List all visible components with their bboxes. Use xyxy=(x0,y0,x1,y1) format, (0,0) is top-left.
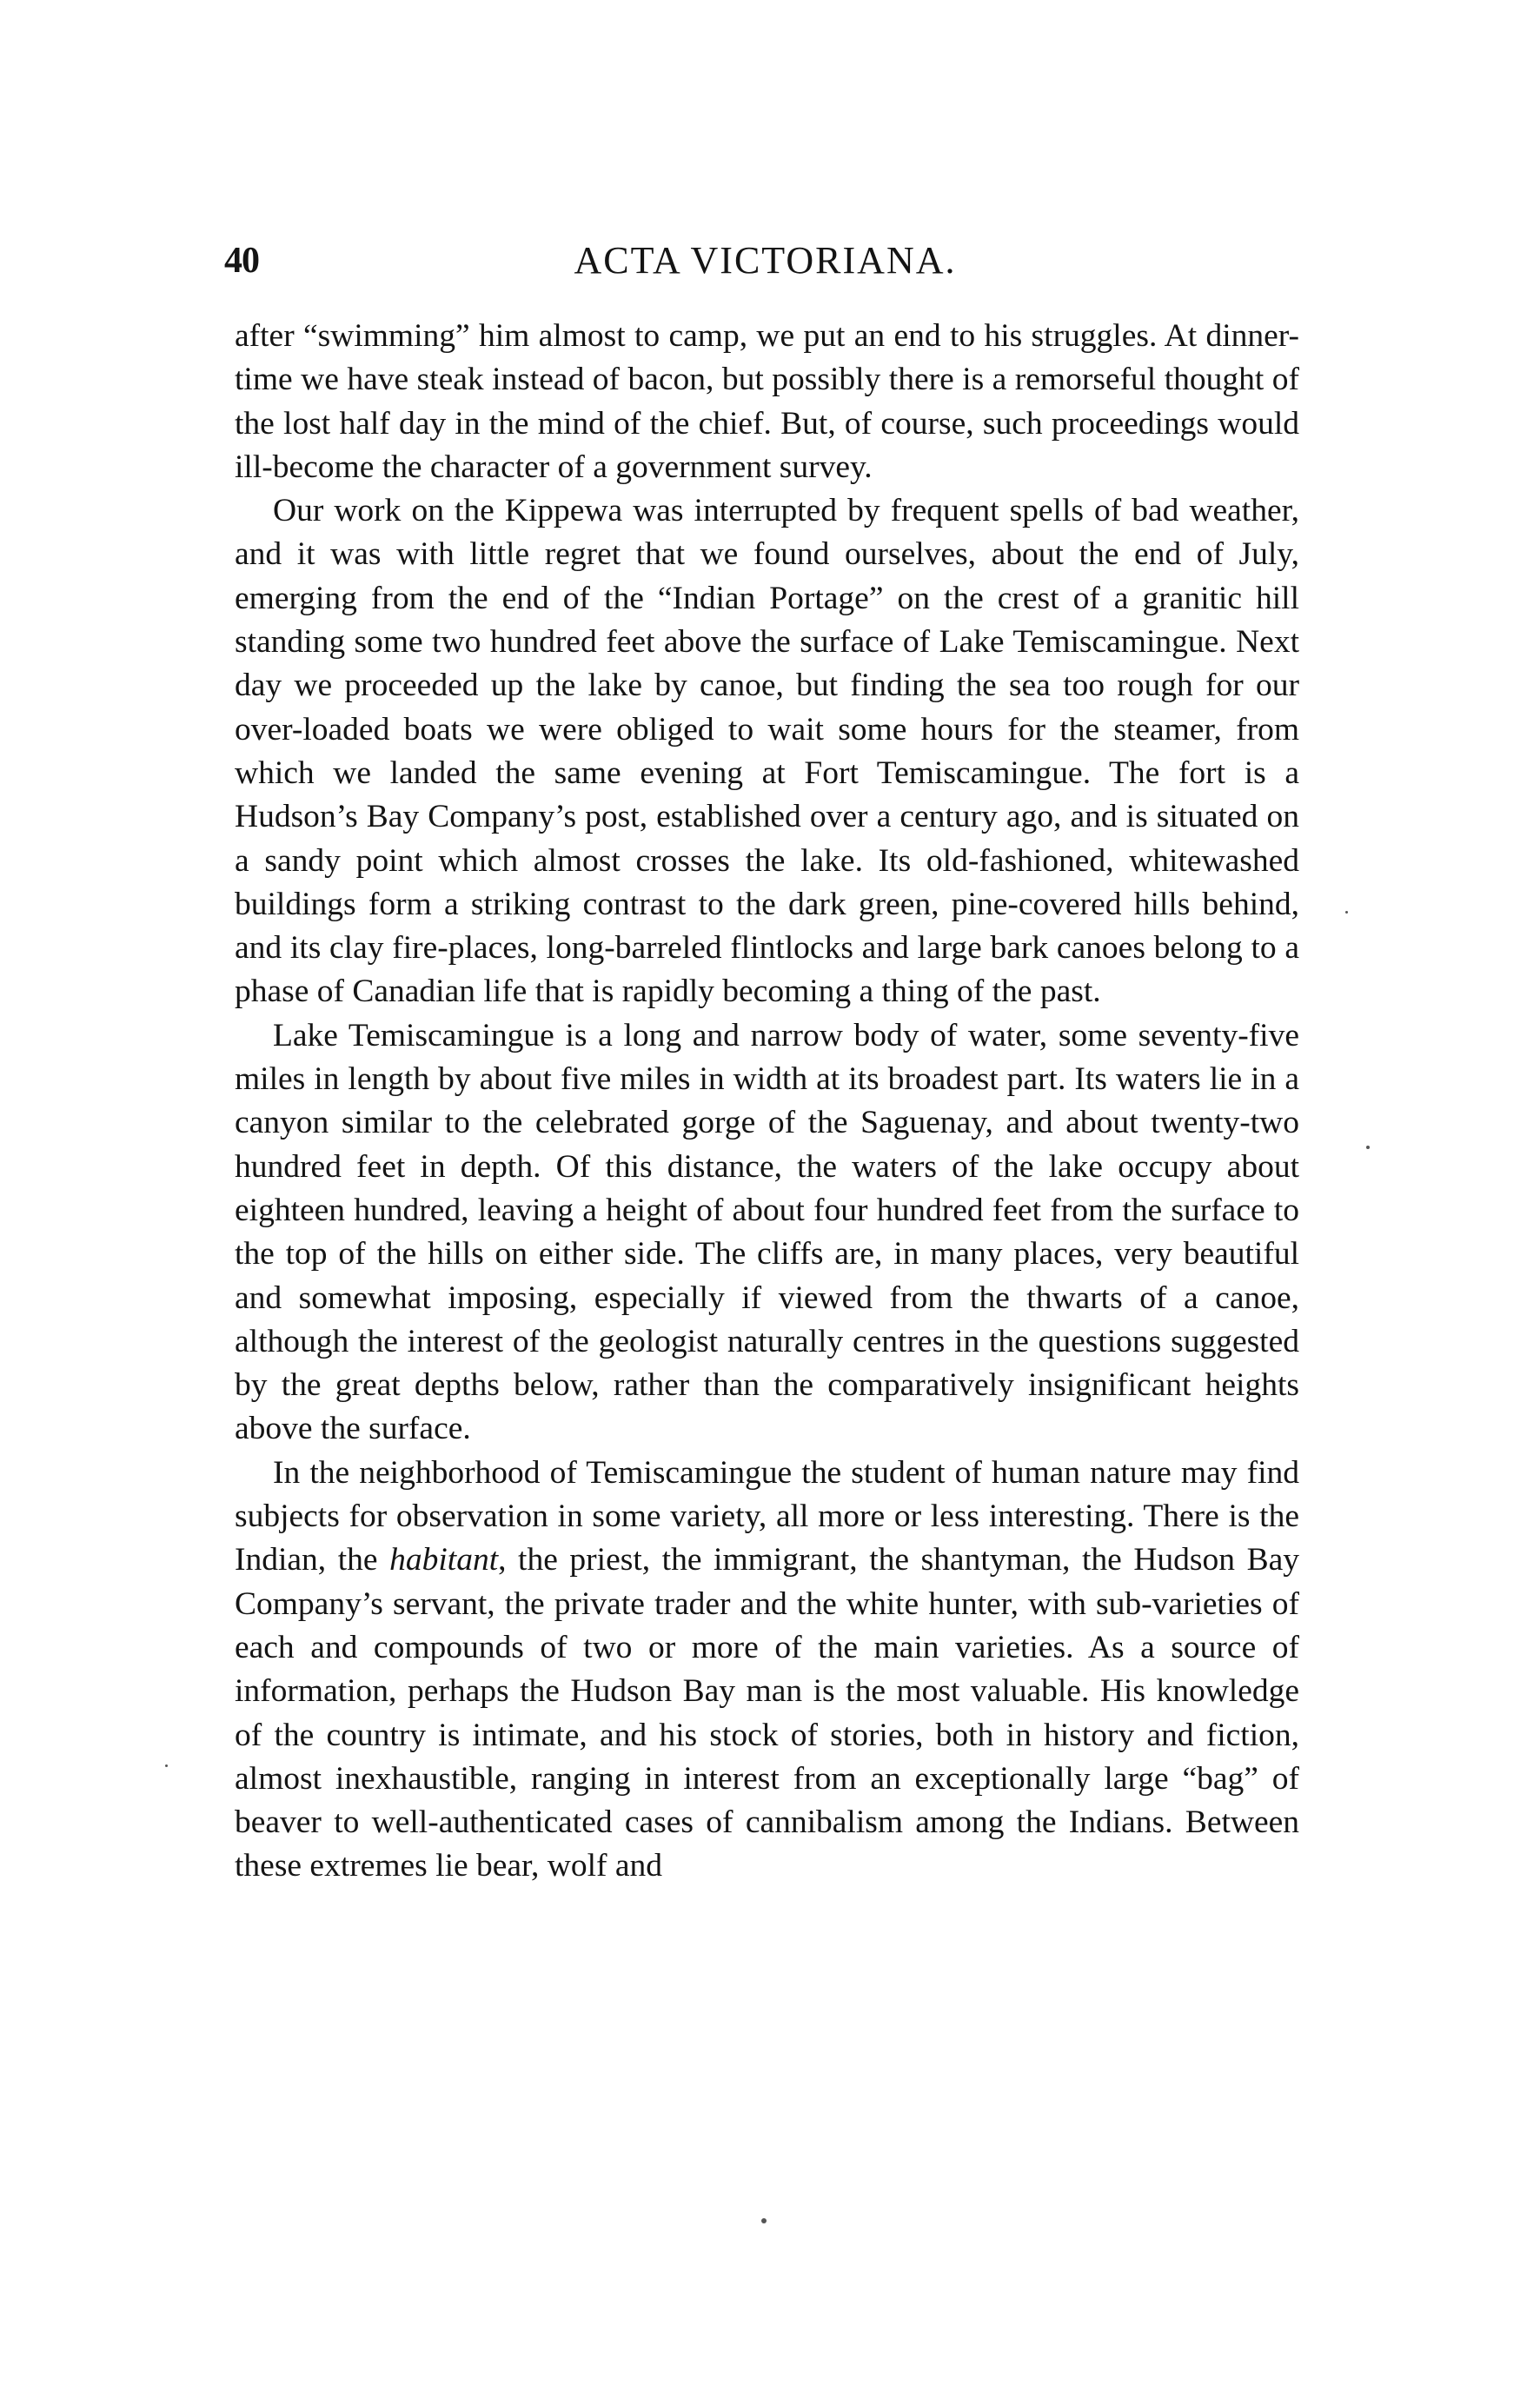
running-title: ACTA VICTORIANA. xyxy=(574,239,957,282)
scan-speck xyxy=(761,2218,767,2223)
scan-speck xyxy=(1366,1146,1370,1149)
page-number: 40 xyxy=(224,241,259,281)
scan-speck xyxy=(1345,911,1348,914)
scan-speck xyxy=(165,1764,168,1767)
paragraph-3: Lake Temiscamingue is a long and narrow body of water, some seventy-five miles in length by about five miles in width at its broadest part. Its waters lie in a canyon similar to the celebrated gorge of the Saguenay, and about twenty-two hundred feet in depth. Of this distance, the waters of the lake occupy about eighteen hundred, leaving a height of about four hundred feet from the surface to the top of the hills on either side. The cliffs are, in many places, very beautiful and somewhat imposing, especially if viewed from the thwarts of a canoe, although the interest of the geologist naturally centres in the questions suggested by the great depths below, rather than the comparatively insignificant heights above the surface. xyxy=(235,1017,1299,1447)
paragraph-2: Our work on the Kippewa was interrupted by frequent spells of bad weather, and it was with little regret that we found ourselves, about the end of July, emerging from the end of the “Indian Portage” on the crest of a granitic hill standing some two hundred feet above the surface of Lake Temiscamingue. Next day we proceeded up the lake by canoe, but finding the sea too rough for our over-loaded boats we were obliged to wait some hours for the steamer, from which we landed the same evening at Fort Temiscamingue. The fort is a Hudson’s Bay Company’s post, established over a century ago, and is situated on a sandy point which almost crosses the lake. Its old-fashioned, whitewashed buildings form a striking contrast to the dark green, pine-covered hills behind, and its clay fire-places, long-barreled flintlocks and large bark canoes belong to a phase of Canadian life that is rapidly becoming a thing of the past. xyxy=(235,493,1299,1010)
page-header xyxy=(224,233,1306,294)
body-text xyxy=(235,315,1299,1889)
paragraph-4-text-start: In the neighborhood of Temiscamingue the student of human nature may find subjects for observation in some variety, all more or less interesting. There is the Indian, the xyxy=(235,1454,1299,1578)
habitant-italic: habitant xyxy=(389,1542,499,1578)
paragraph-4-text-end: , the priest, the immigrant, the shantyman, the Hudson Bay Company’s servant, the private trader and the white hunter, with sub-varieties of each and compounds of two or more of the main varieties. As a source of information, perhaps the Hudson Bay man is the most valuable. His knowledge of the country is intimate, and his stock of stories, both in history and fiction, almost inexhaustible, ranging in interest from an exceptionally large “bag” of beaver to well-authenticated cases of cannibalism among the Indians. Between these extremes lie bear, wolf and xyxy=(235,1542,1299,1884)
paragraph-4 xyxy=(235,1452,1299,1889)
paragraph-1: after “swimming” him almost to camp, we put an end to his struggles. At dinner-time we have steak instead of bacon, but possibly there is a remorseful thought of the lost half day in the mind of the chief. But, of course, such proceedings would ill-become the character of a government survey. xyxy=(235,318,1299,485)
